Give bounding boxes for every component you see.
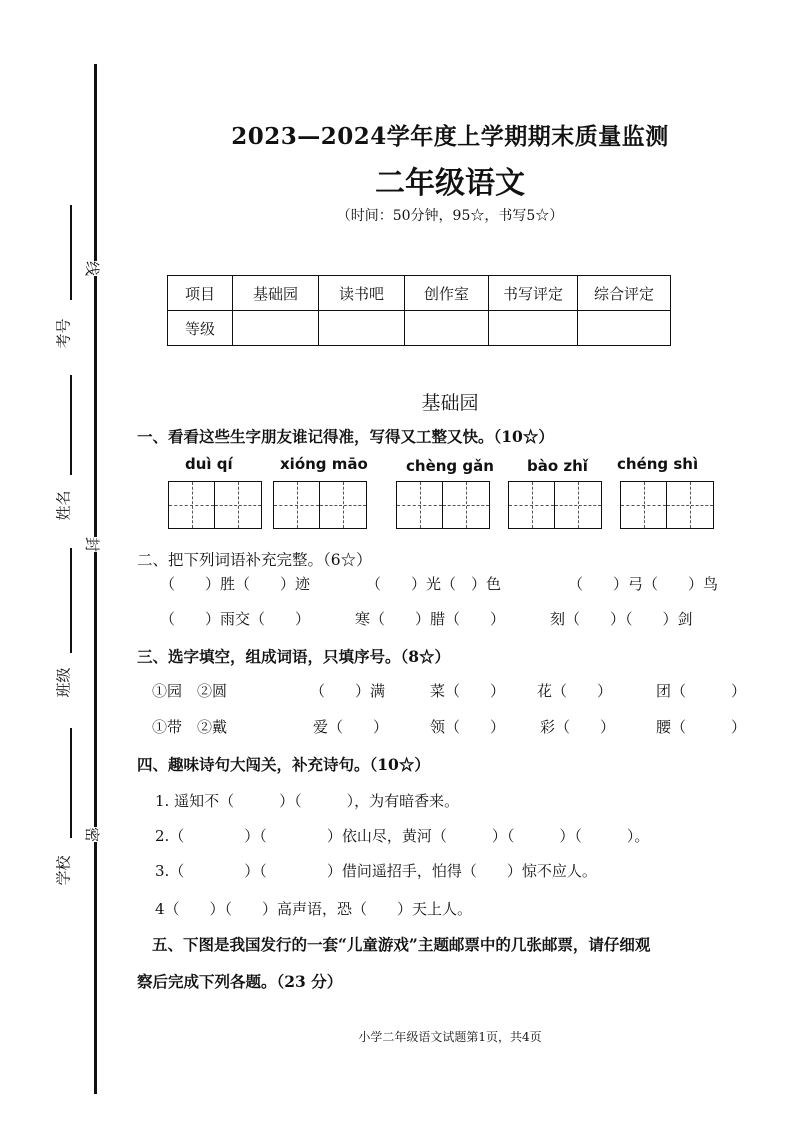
grade-header-item: 项目 <box>168 276 233 311</box>
q2-title: 二、把下列词语补充完整。（6☆） <box>137 551 372 569</box>
class-blank <box>70 548 72 653</box>
writing-grid-3[interactable] <box>396 481 490 529</box>
grade-table <box>167 275 671 346</box>
q3-row2-item4: 腰（ ） <box>656 718 747 736</box>
poem-line-4: 4（ ）（ ）高声语，恐（ ）天上人。 <box>155 900 473 918</box>
q2-row2-item1: （ ）雨交（ ） <box>160 610 311 628</box>
grid-cell[interactable] <box>274 482 320 528</box>
binding-line <box>94 64 97 1094</box>
pinyin-4: bào zhǐ <box>527 457 588 475</box>
q5-line2: 察后完成下列各题。（23 分） <box>137 972 343 991</box>
exam-info: （时间：50分钟，95☆，书写5☆） <box>336 208 564 224</box>
grid-cell[interactable] <box>509 482 555 528</box>
q3-row1-item4: 团（ ） <box>656 682 747 700</box>
q3-row1-item1: （ ）满 <box>310 682 386 700</box>
q3-row2-item1: 爱（ ） <box>313 718 389 736</box>
seal-char-secret: 密 <box>80 827 105 842</box>
section-heading: 基础园 <box>421 392 479 414</box>
grid-cell[interactable] <box>555 482 601 528</box>
grade-row-label: 等级 <box>168 311 233 346</box>
grid-cell[interactable] <box>397 482 443 528</box>
q2-row1-item2: （ ）光（ ）色 <box>366 575 502 593</box>
grid-cell[interactable] <box>621 482 667 528</box>
exam-number-blank <box>70 205 72 300</box>
q3-title: 三、选字填空，组成词语，只填序号。（8☆） <box>137 647 451 666</box>
school-blank <box>70 728 72 838</box>
poem-line-1: 1. 遥知不（ ）（ ），为有暗香来。 <box>155 792 460 810</box>
page-footer: 小学二年级语文试题第1页，共4页 <box>358 1030 542 1044</box>
q3-row2-item3: 彩（ ） <box>540 718 616 736</box>
writing-grid-4[interactable] <box>508 481 602 529</box>
class-label: 班级 <box>54 667 73 698</box>
grade-table-header-row <box>168 276 671 311</box>
poem-line-2: 2.（ ）（ ）依山尽，黄河（ ）（ ）（ ）。 <box>155 827 650 845</box>
grade-cell[interactable] <box>578 311 671 346</box>
pinyin-1: duì qí <box>185 455 233 473</box>
q2-row1-item1: （ ）胜（ ）迹 <box>160 575 311 593</box>
q3-row1-choice: ①园 ②圆 <box>152 682 228 700</box>
q2-row1-item3: （ ）弓（ ）鸟 <box>568 575 719 593</box>
q2-row2-item3: 刻（ ）（ ）剑 <box>550 610 693 628</box>
name-label: 姓名 <box>54 490 73 521</box>
q3-row1-item3: 花（ ） <box>537 682 613 700</box>
pinyin-2: xióng māo <box>280 455 368 473</box>
grade-header-handwriting: 书写评定 <box>489 276 578 311</box>
pinyin-3: chèng gǎn <box>406 457 494 475</box>
q3-row2-choice: ①带 ②戴 <box>152 718 228 736</box>
grade-cell[interactable] <box>319 311 405 346</box>
grid-cell[interactable] <box>667 482 713 528</box>
name-blank <box>70 375 72 475</box>
writing-grid-1[interactable] <box>168 481 262 529</box>
pinyin-5: chéng shì <box>617 455 699 473</box>
grade-table-grade-row <box>168 311 671 346</box>
writing-grid-5[interactable] <box>620 481 714 529</box>
subject-title: 二年级语文 <box>375 166 525 201</box>
q3-row1-item2: 菜（ ） <box>430 682 506 700</box>
q5-line1: 五、下图是我国发行的一套“儿童游戏”主题邮票中的几张邮票，请仔细观 <box>152 935 651 954</box>
grid-cell[interactable] <box>443 482 489 528</box>
q4-title: 四、趣味诗句大闯关，补充诗句。（10☆） <box>137 755 430 774</box>
grid-cell[interactable] <box>169 482 215 528</box>
seal-char-line: 线 <box>80 261 105 276</box>
grade-header-reading: 读书吧 <box>319 276 405 311</box>
q2-row2-item2: 寒（ ）腊（ ） <box>355 610 506 628</box>
grid-cell[interactable] <box>320 482 366 528</box>
grade-cell[interactable] <box>489 311 578 346</box>
exam-title: 2023—2024学年度上学期期末质量监测 <box>231 123 669 150</box>
seal-char-seal: 封 <box>80 537 105 552</box>
grade-header-overall: 综合评定 <box>578 276 671 311</box>
grade-cell[interactable] <box>233 311 319 346</box>
grade-header-writing: 创作室 <box>405 276 489 311</box>
grade-header-basic: 基础园 <box>233 276 319 311</box>
grade-cell[interactable] <box>405 311 489 346</box>
school-label: 学校 <box>54 855 73 886</box>
q1-title: 一、看看这些生字朋友谁记得准，写得又工整又快。（10☆） <box>137 427 554 446</box>
grid-cell[interactable] <box>215 482 261 528</box>
poem-line-3: 3.（ ）（ ）借问遥招手，怕得（ ）惊不应人。 <box>155 862 597 880</box>
exam-number-label: 考号 <box>54 318 73 349</box>
writing-grid-2[interactable] <box>273 481 367 529</box>
q3-row2-item2: 领（ ） <box>430 718 506 736</box>
